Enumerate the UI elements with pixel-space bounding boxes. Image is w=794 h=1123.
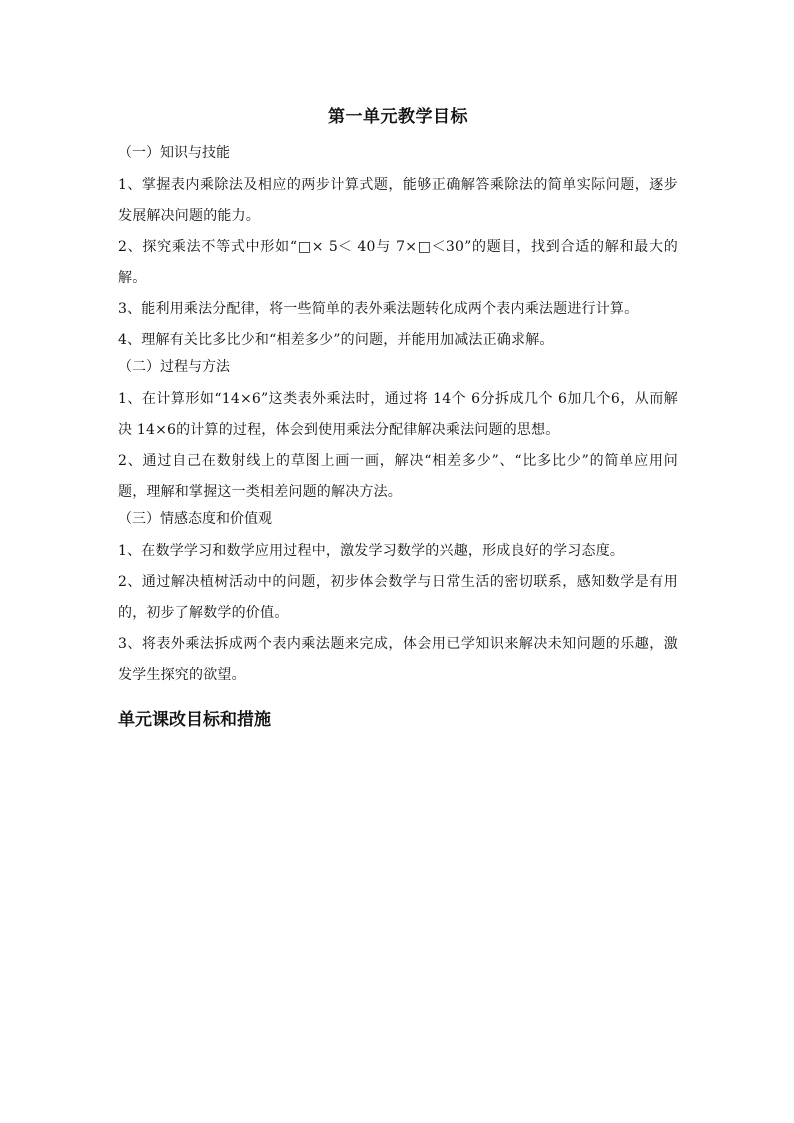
list-item: 1、掌握表内乘除法及相应的两步计算式题，能够正确解答乘除法的简单实际问题，逐步发展解决问题的能力。 (118, 177, 678, 224)
section-heading: （一）知识与技能 (118, 145, 230, 161)
page-title: 第一单元教学目标 (328, 107, 468, 127)
next-section-heading: 单元课改目标和措施 (118, 710, 271, 730)
list-item: 4、理解有关比多比少和“相差多少”的问题，并能用加减法正确求解。 (118, 332, 554, 348)
list-item: 1、在数学学习和数学应用过程中，激发学习数学的兴趣，形成良好的学习态度。 (118, 543, 625, 559)
list-item: 1、在计算形如“14×6”这类表外乘法时，通过将 14个 6分拆成几个 6加几个6，从而解决 14×6的计算的过程，体会到使用乘法分配律解决乘法问题的思想。 (118, 391, 678, 438)
list-item: 2、通过自己在数射线上的草图上画一画，解决“相差多少”、“比多比少”的简单应用问题，理解和掌握这一类相差问题的解决方法。 (118, 453, 678, 500)
section-heading: （三）情感态度和价值观 (118, 511, 272, 527)
section-process-methods (118, 356, 678, 508)
section-attitude-values (118, 508, 678, 691)
list-item: 3、能利用乘法分配律，将一些简单的表外乘法题转化成两个表内乘法题进行计算。 (118, 301, 639, 317)
document-content (118, 104, 678, 733)
list-item: 2、通过解决植树活动中的问题，初步体会数学与日常生活的密切联系，感知数学是有用的，初步了解数学的价值。 (118, 574, 678, 621)
section-heading: （二）过程与方法 (118, 359, 230, 375)
list-item: 2、探究乘法不等式中形如“□× 5＜ 40与 7×□＜30”的题目，找到合适的解和最大的解。 (118, 239, 678, 286)
section-knowledge-skills (118, 142, 678, 356)
list-item: 3、将表外乘法拆成两个表内乘法题来完成，体会用已学知识来解决未知问题的乐趣，激发学生探究的欲望。 (118, 636, 678, 683)
